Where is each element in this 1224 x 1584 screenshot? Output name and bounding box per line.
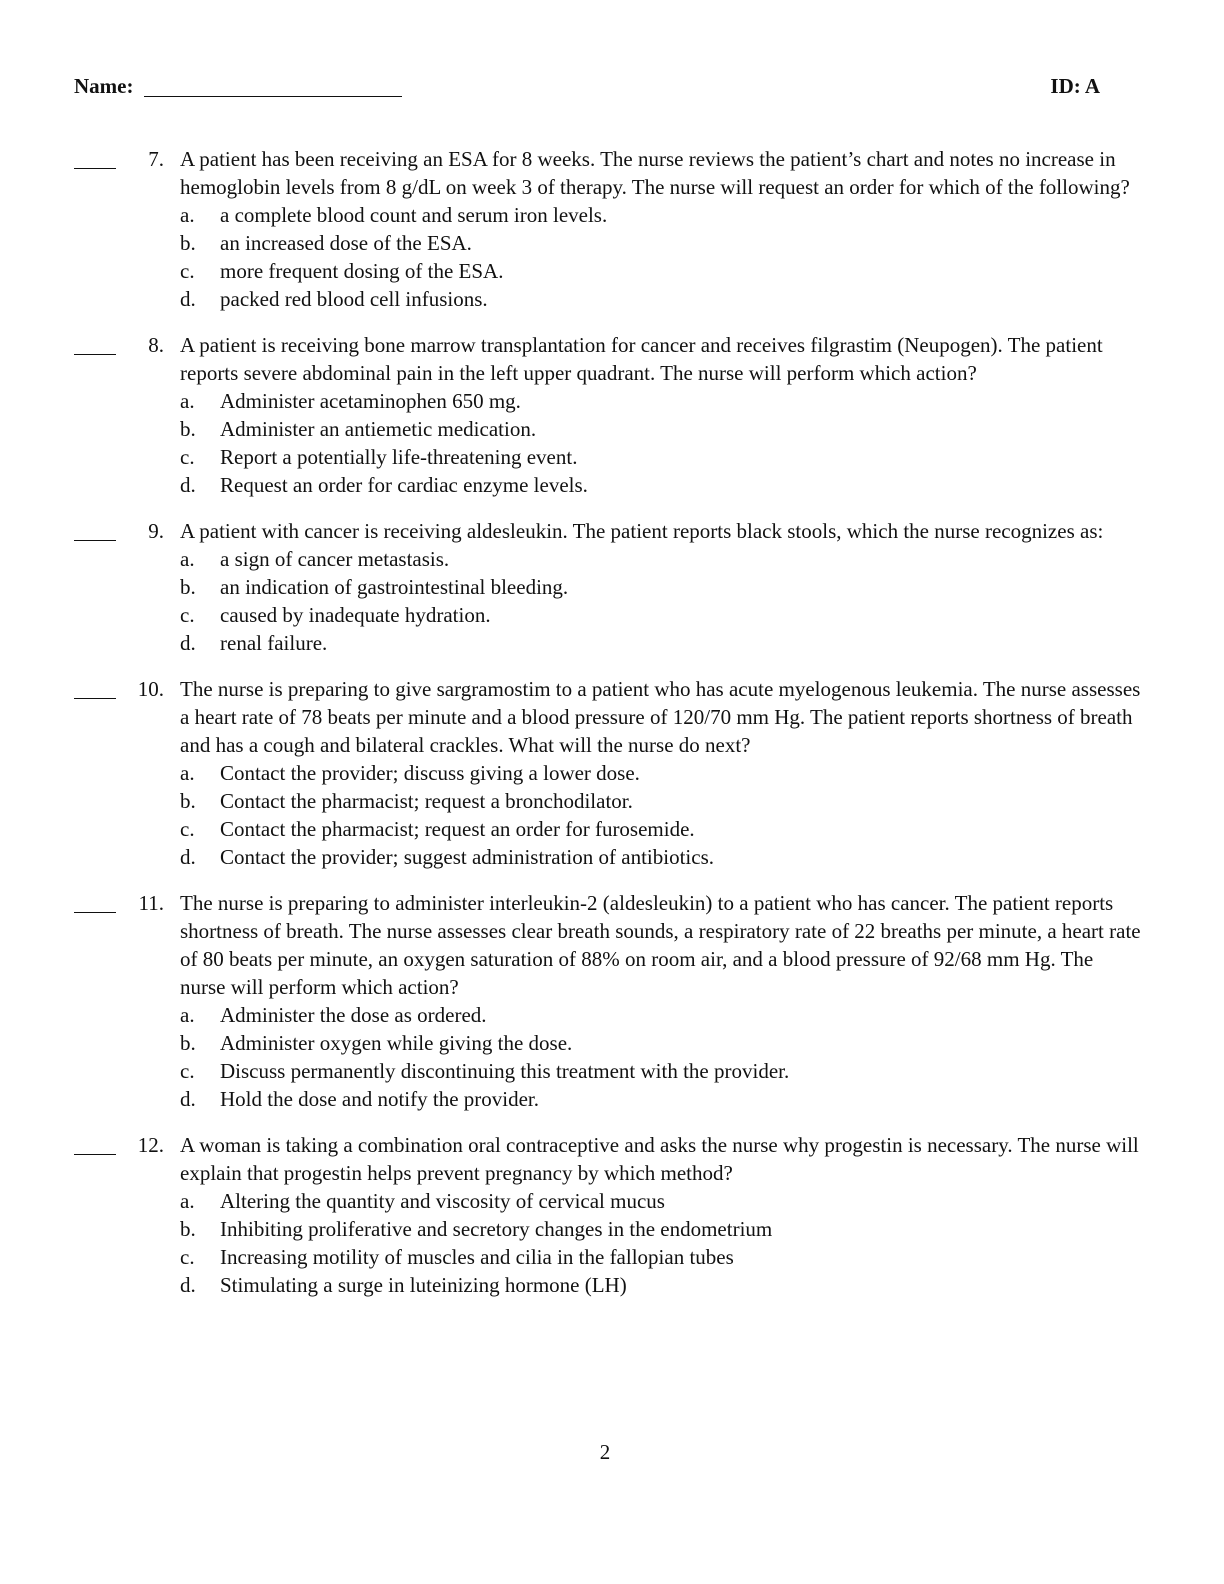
option-text: Increasing motility of muscles and cilia in the fallopian tubes [220,1245,734,1269]
option-text: Altering the quantity and viscosity of cervical mucus [220,1189,665,1213]
option-letter: b. [180,1031,196,1055]
option-letter: d. [180,1087,196,1111]
id-label: ID: A [1050,74,1100,98]
question-8 [0,331,1224,499]
question-text: A woman is taking a combination oral contraceptive and asks the nurse why progestin is necessary. The nurse will explain that progestin helps prevent pregnancy by which method? [180,1133,1139,1185]
question-number: 9. [148,519,164,543]
option-text: packed red blood cell infusions. [220,287,488,311]
option-b [180,415,1224,443]
option-text: more frequent dosing of the ESA. [220,259,504,283]
option-a [180,1001,1224,1029]
option-c [180,601,1224,629]
option-letter: d. [180,845,196,869]
option-c [180,1057,1224,1085]
option-b [180,787,1224,815]
option-text: caused by inadequate hydration. [220,603,491,627]
option-letter: c. [180,1059,195,1083]
option-c [180,1243,1224,1271]
option-c [180,815,1224,843]
option-d [180,629,1224,657]
option-b [180,229,1224,257]
option-text: Administer oxygen while giving the dose. [220,1031,573,1055]
option-letter: c. [180,445,195,469]
question-number: 8. [148,333,164,357]
page-number: 2 [599,1440,611,1464]
option-a [180,387,1224,415]
option-letter: a. [180,1003,195,1027]
option-b [180,1215,1224,1243]
option-text: an indication of gastrointestinal bleeding. [220,575,569,599]
option-text: Administer acetaminophen 650 mg. [220,389,521,413]
option-text: Request an order for cardiac enzyme levels. [220,473,588,497]
answer-blank [74,698,116,699]
option-b [180,573,1224,601]
option-letter: d. [180,473,196,497]
name-label: Name: [74,74,134,98]
question-9 [0,517,1224,657]
option-list [180,759,1224,871]
option-list [180,545,1224,657]
question-list [0,145,1224,1317]
option-text: Contact the provider; discuss giving a lower dose. [220,761,640,785]
option-d [180,843,1224,871]
option-letter: c. [180,817,195,841]
page-header [74,74,1100,102]
option-letter: b. [180,231,196,255]
option-letter: b. [180,575,196,599]
option-text: Hold the dose and notify the provider. [220,1087,540,1111]
option-d [180,1085,1224,1113]
option-a [180,201,1224,229]
option-text: a complete blood count and serum iron levels. [220,203,608,227]
question-number: 7. [148,147,164,171]
answer-blank [74,354,116,355]
option-letter: d. [180,287,196,311]
option-d [180,1271,1224,1299]
option-text: Contact the pharmacist; request a bronchodilator. [220,789,633,813]
option-letter: a. [180,761,195,785]
option-text: Stimulating a surge in luteinizing hormone (LH) [220,1273,627,1297]
question-number: 11. [138,891,164,915]
option-text: Discuss permanently discontinuing this treatment with the provider. [220,1059,790,1083]
option-text: a sign of cancer metastasis. [220,547,450,571]
option-d [180,471,1224,499]
option-letter: b. [180,417,196,441]
option-text: renal failure. [220,631,328,655]
question-10 [0,675,1224,871]
option-list [180,387,1224,499]
option-text: Report a potentially life-threatening event. [220,445,578,469]
answer-blank [74,912,116,913]
option-letter: c. [180,1245,195,1269]
option-letter: b. [180,1217,196,1241]
option-text: Inhibiting proliferative and secretory changes in the endometrium [220,1217,773,1241]
option-list [180,201,1224,313]
question-text: The nurse is preparing to give sargramostim to a patient who has acute myelogenous leukemia. The nurse assesses a heart rate of 78 beats per minute and a blood pressure of 120/70 mm Hg. The patient reports shortness of breath and has a cough and bilateral crackles. What will the nurse do next? [180,677,1141,757]
option-letter: d. [180,1273,196,1297]
question-12 [0,1131,1224,1299]
option-list [180,1187,1224,1299]
option-letter: d. [180,631,196,655]
question-text: A patient has been receiving an ESA for 8 weeks. The nurse reviews the patient’s chart and notes no increase in hemoglobin levels from 8 g/dL on week 3 of therapy. The nurse will request an order for which of the following? [180,147,1130,199]
option-a [180,545,1224,573]
answer-blank [74,1154,116,1155]
option-a [180,759,1224,787]
question-11 [0,889,1224,1113]
question-number: 10. [137,677,164,701]
answer-blank [74,540,116,541]
option-letter: c. [180,603,195,627]
answer-blank [74,168,116,169]
option-b [180,1029,1224,1057]
option-list [180,1001,1224,1113]
option-text: Administer the dose as ordered. [220,1003,487,1027]
name-blank-line [144,96,402,97]
question-text: The nurse is preparing to administer interleukin-2 (aldesleukin) to a patient who has cancer. The patient reports shortness of breath. The nurse assesses clear breath sounds, a respiratory rate of 22 breaths per minute, a heart rate of 80 beats per minute, an oxygen saturation of 88% on room air, and a blood pressure of 92/68 mm Hg. The nurse will perform which action? [180,891,1141,999]
question-text: A patient with cancer is receiving aldesleukin. The patient reports black stools, which the nurse recognizes as: [180,519,1104,543]
question-number: 12. [137,1133,164,1157]
option-text: an increased dose of the ESA. [220,231,472,255]
option-d [180,285,1224,313]
option-letter: b. [180,789,196,813]
option-text: Administer an antiemetic medication. [220,417,537,441]
option-text: Contact the provider; suggest administration of antibiotics. [220,845,714,869]
option-a [180,1187,1224,1215]
option-text: Contact the pharmacist; request an order for furosemide. [220,817,695,841]
option-letter: a. [180,547,195,571]
question-text: A patient is receiving bone marrow transplantation for cancer and receives filgrastim (Neupogen). The patient reports severe abdominal pain in the left upper quadrant. The nurse will perform which action? [180,333,1103,385]
option-letter: a. [180,389,195,413]
option-letter: a. [180,203,195,227]
option-letter: c. [180,259,195,283]
option-c [180,257,1224,285]
option-letter: a. [180,1189,195,1213]
question-7 [0,145,1224,313]
option-c [180,443,1224,471]
